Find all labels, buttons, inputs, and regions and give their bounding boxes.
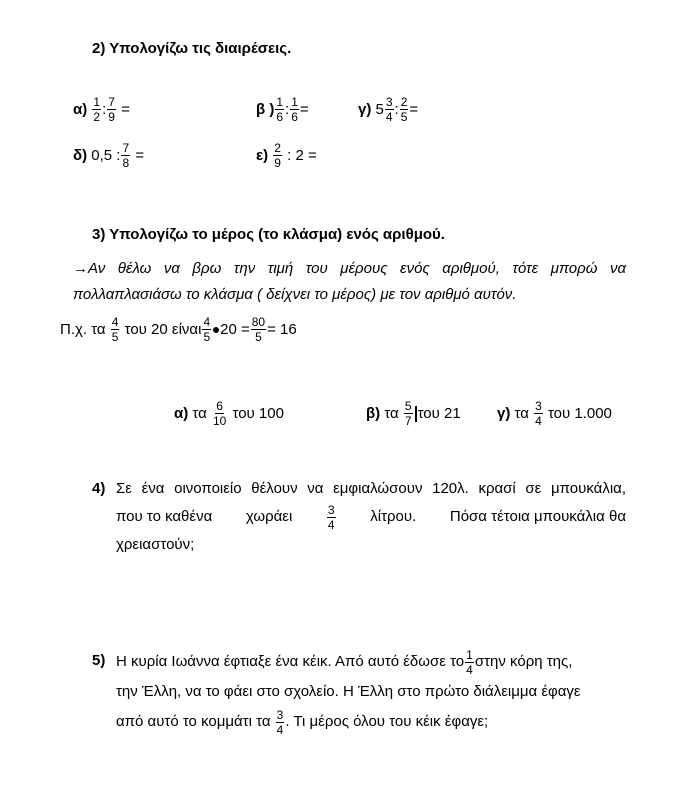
text: . Τι μέρος όλου του κέικ έφαγε; (285, 713, 489, 730)
fraction: $\frac{80}{5}$ (251, 315, 266, 344)
equals: = (409, 101, 419, 118)
fraction: $\frac{3}{4}$ (535, 399, 542, 428)
exercise-3a (174, 400, 284, 427)
text: τα (384, 405, 399, 422)
fraction: $\frac{1}{6}$ (291, 95, 298, 124)
text: Η κυρία Ιωάννα έφτιαξε ένα κέικ. Από αυτό έδωσε το (116, 653, 465, 670)
explanation-paragraph (73, 256, 626, 308)
explanation-line-1: →Αν θέλω να βρω την τιμή του μέρους ενός αριθμού, τότε μπορώ να (73, 260, 626, 277)
item-label: ε) (256, 147, 269, 164)
problem-5-line-1 (116, 645, 626, 679)
arrow-icon: → (73, 260, 88, 277)
fraction: $\frac{3}{4}$ (327, 502, 335, 532)
operator: : (102, 101, 107, 118)
fraction: $\frac{3}{4}$ (276, 707, 284, 737)
whole-number: 5 (375, 101, 384, 118)
problem-5-line-2: την Έλλη, να το φάει στο σχολείο. Η Έλλη στο πρώτο διάλειμμα έφαγε (116, 683, 581, 700)
text: στην κόρη της, (474, 653, 573, 670)
expression-rest: : 2 = (287, 147, 317, 164)
text: του 21 (417, 405, 461, 422)
item-label: β ) (256, 101, 275, 118)
example-prefix: Π.χ. τα (60, 321, 106, 338)
fraction: $\frac{4}{5}$ (203, 315, 211, 344)
fraction: $\frac{5}{7}$ (404, 399, 412, 428)
exercise-2d (73, 142, 144, 169)
operator: : (394, 101, 399, 118)
fraction: $\frac{3}{4}$ (385, 95, 393, 124)
section-4-number: 4) (92, 480, 106, 497)
example-number: 20 = (220, 321, 250, 338)
exercise-3c (497, 400, 612, 427)
fraction: $\frac{1}{2}$ (93, 95, 101, 124)
fraction: $\frac{4}{5}$ (111, 315, 119, 344)
text: χωράει (245, 508, 293, 525)
exercise-2c (358, 96, 418, 123)
text-cursor-icon (415, 406, 417, 422)
text: από αυτό το κομμάτι τα (116, 713, 271, 730)
fraction: $\frac{2}{9}$ (274, 141, 281, 170)
exercise-2a (73, 96, 130, 123)
equals: = (135, 147, 145, 164)
decimal-number: 0,5 : (91, 147, 121, 164)
fraction: $\frac{2}{5}$ (400, 95, 408, 124)
fraction: $\frac{1}{4}$ (466, 647, 473, 677)
problem-4-line-1: Σε ένα οινοποιείο θέλουν να εμφιαλώσουν 120λ. κρασί σε μπουκάλια, (116, 480, 626, 497)
problem-5-text (116, 645, 626, 739)
text: του 1.000 (547, 405, 612, 422)
exercise-2b (256, 96, 309, 123)
fraction: $\frac{7}{9}$ (108, 95, 115, 124)
problem-4-text (116, 476, 626, 558)
item-label: γ) (497, 405, 511, 422)
explanation-line-2: πολλαπλασιάσω το κλάσμα ( δείχνει το μέρος) με τον αριθμό αυτόν. (73, 286, 517, 303)
fraction: $\frac{7}{8}$ (122, 141, 130, 170)
exercise-2e (256, 142, 317, 169)
item-label: α) (73, 101, 88, 118)
item-label: δ) (73, 147, 88, 164)
problem-4-line-3: χρειαστούν; (116, 536, 195, 553)
operator: : (285, 101, 290, 118)
section-5-number: 5) (92, 652, 106, 669)
text: του 100 (232, 405, 284, 422)
example-result: = 16 (267, 321, 297, 338)
text: που το καθένα (116, 508, 213, 525)
section-3-heading: 3) Υπολογίζω το μέρος (το κλάσμα) ενός αριθμού. (92, 226, 445, 243)
item-label: γ) (358, 101, 372, 118)
fraction: $\frac{1}{6}$ (276, 95, 284, 124)
item-label: β) (366, 405, 381, 422)
example-mid: του 20 είναι (124, 321, 202, 338)
text: Πόσα τέτοια μπουκάλια θα (449, 508, 626, 525)
problem-4-line-2 (116, 502, 626, 532)
multiply-dot-icon (213, 327, 219, 333)
equals: = (121, 101, 130, 118)
fraction: $\frac{6}{10}$ (212, 399, 227, 428)
text: λίτρου. (370, 508, 417, 525)
text: τα (192, 405, 207, 422)
exercise-3b (366, 400, 461, 427)
example-line (60, 316, 297, 343)
text: τα (514, 405, 529, 422)
item-label: α) (174, 405, 189, 422)
problem-5-line-3 (116, 705, 626, 739)
equals: = (299, 101, 309, 118)
section-2-heading: 2) Υπολογίζω τις διαιρέσεις. (92, 40, 292, 57)
